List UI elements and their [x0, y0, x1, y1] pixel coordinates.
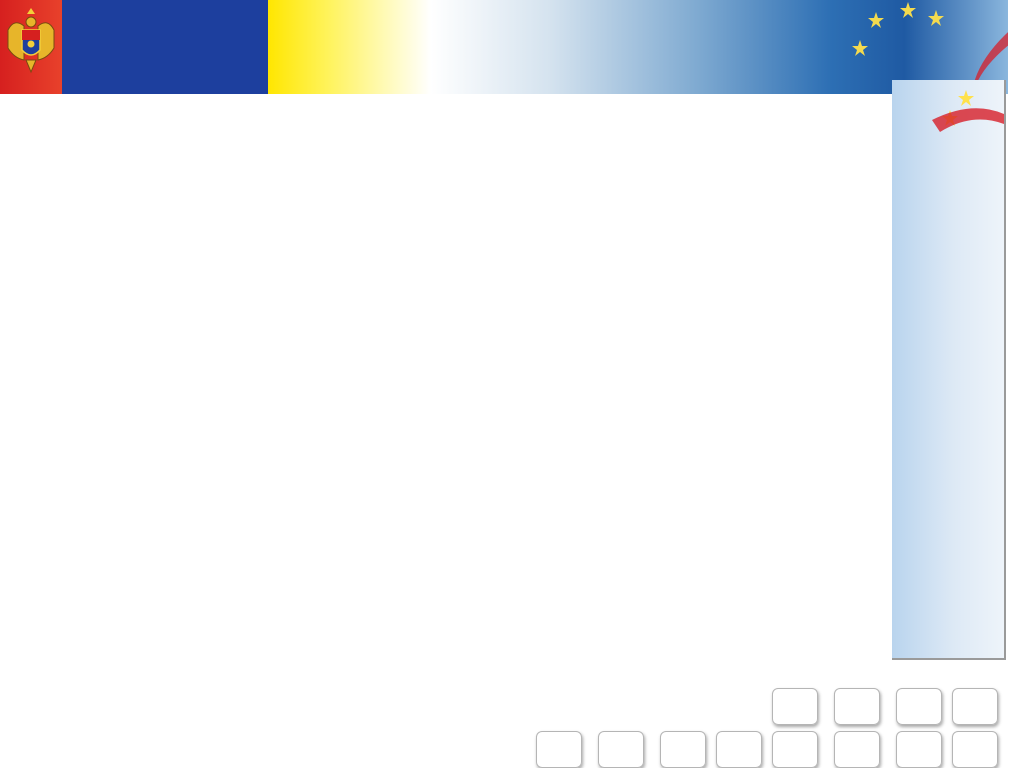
moldova-coat-of-arms-icon	[0, 0, 62, 94]
nav-square-bottom-1[interactable]	[536, 731, 582, 768]
coat-of-arms-panel	[0, 0, 62, 94]
nav-square-top-2[interactable]	[834, 688, 880, 725]
nav-square-bottom-blue[interactable]	[834, 731, 880, 768]
side-decoration-panel	[892, 80, 1006, 660]
header-banner	[0, 0, 1008, 94]
nav-square-top-3[interactable]	[896, 688, 942, 725]
eu-flag-panel	[62, 0, 268, 94]
nav-square-bottom-red[interactable]	[716, 731, 762, 768]
nav-square-bottom-7[interactable]	[896, 731, 942, 768]
decorative-stars-icon	[892, 80, 1004, 160]
nav-square-top-1[interactable]	[772, 688, 818, 725]
nav-square-bottom-3[interactable]	[660, 731, 706, 768]
nav-square-bottom-2[interactable]	[598, 731, 644, 768]
nav-square-top-4[interactable]	[952, 688, 998, 725]
nav-square-bottom-yellow[interactable]	[772, 731, 818, 768]
eu-flag-icon	[62, 0, 268, 94]
nav-square-bottom-8[interactable]	[952, 731, 998, 768]
